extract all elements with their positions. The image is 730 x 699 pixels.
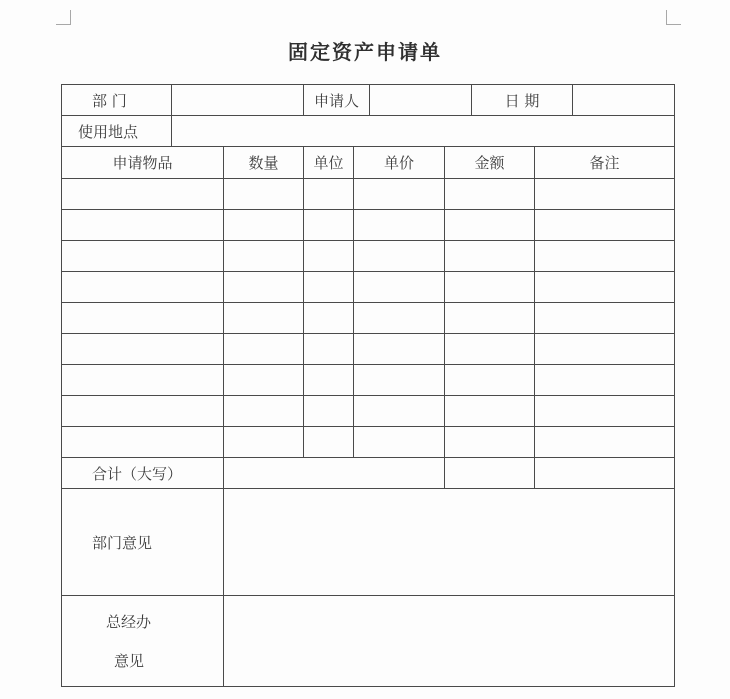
item-cell[interactable] [62, 272, 224, 303]
gm-opinion-value[interactable] [224, 596, 675, 687]
item-row [62, 179, 675, 210]
total-value[interactable] [224, 458, 445, 489]
quantity-cell[interactable] [224, 179, 304, 210]
gm-opinion-label-line1: 总经办 [106, 613, 152, 631]
location-row [62, 116, 675, 147]
date-label: 日 期 [472, 85, 573, 116]
amount-cell[interactable] [445, 303, 535, 334]
quantity-cell[interactable] [224, 334, 304, 365]
amount-cell[interactable] [445, 334, 535, 365]
total-remarks[interactable] [535, 458, 675, 489]
item-row [62, 427, 675, 458]
item-cell[interactable] [62, 303, 224, 334]
quantity-cell[interactable] [224, 303, 304, 334]
unit-price-cell[interactable] [354, 210, 445, 241]
unit-cell[interactable] [304, 365, 354, 396]
amount-cell[interactable] [445, 179, 535, 210]
header-row [62, 85, 675, 116]
total-label: 合计（大写） [62, 458, 224, 489]
amount-cell[interactable] [445, 272, 535, 303]
unit-price-cell[interactable] [354, 272, 445, 303]
remarks-cell[interactable] [535, 272, 675, 303]
gm-opinion-row [62, 596, 675, 687]
remarks-cell[interactable] [535, 365, 675, 396]
item-cell[interactable] [62, 396, 224, 427]
item-row [62, 241, 675, 272]
unit-cell[interactable] [304, 241, 354, 272]
total-row [62, 458, 675, 489]
total-amount[interactable] [445, 458, 535, 489]
item-cell[interactable] [62, 179, 224, 210]
col-header-quantity: 数量 [224, 147, 304, 179]
column-header-row [62, 147, 675, 179]
department-opinion-row [62, 489, 675, 596]
item-cell[interactable] [62, 241, 224, 272]
quantity-cell[interactable] [224, 427, 304, 458]
gm-opinion-label-line2: 意见 [114, 652, 145, 670]
asset-request-table [61, 84, 675, 687]
gm-opinion-label [62, 596, 224, 687]
unit-price-cell[interactable] [354, 303, 445, 334]
col-header-unit: 单位 [304, 147, 354, 179]
item-row [62, 272, 675, 303]
quantity-cell[interactable] [224, 241, 304, 272]
unit-cell[interactable] [304, 210, 354, 241]
unit-price-cell[interactable] [354, 179, 445, 210]
item-row [62, 210, 675, 241]
item-cell[interactable] [62, 365, 224, 396]
col-header-unit-price: 单价 [354, 147, 445, 179]
department-opinion-value[interactable] [224, 489, 675, 596]
unit-cell[interactable] [304, 396, 354, 427]
remarks-cell[interactable] [535, 427, 675, 458]
col-header-item: 申请物品 [62, 147, 224, 179]
unit-price-cell[interactable] [354, 334, 445, 365]
item-row [62, 365, 675, 396]
location-label: 使用地点 [62, 116, 172, 147]
unit-cell[interactable] [304, 334, 354, 365]
remarks-cell[interactable] [535, 303, 675, 334]
amount-cell[interactable] [445, 396, 535, 427]
item-cell[interactable] [62, 210, 224, 241]
crop-mark-top-left [56, 10, 71, 25]
unit-cell[interactable] [304, 272, 354, 303]
quantity-cell[interactable] [224, 210, 304, 241]
amount-cell[interactable] [445, 427, 535, 458]
item-cell[interactable] [62, 334, 224, 365]
quantity-cell[interactable] [224, 365, 304, 396]
item-cell[interactable] [62, 427, 224, 458]
col-header-remarks: 备注 [535, 147, 675, 179]
quantity-cell[interactable] [224, 396, 304, 427]
unit-cell[interactable] [304, 303, 354, 334]
amount-cell[interactable] [445, 241, 535, 272]
amount-cell[interactable] [445, 210, 535, 241]
form-title: 固定资产申请单 [288, 40, 442, 64]
unit-price-cell[interactable] [354, 427, 445, 458]
item-row [62, 396, 675, 427]
remarks-cell[interactable] [535, 396, 675, 427]
quantity-cell[interactable] [224, 272, 304, 303]
col-header-amount: 金额 [445, 147, 535, 179]
date-value[interactable] [573, 85, 675, 116]
crop-mark-top-right [666, 10, 681, 25]
applicant-label: 申请人 [304, 85, 370, 116]
department-opinion-label: 部门意见 [62, 489, 224, 596]
amount-cell[interactable] [445, 365, 535, 396]
location-value[interactable] [172, 116, 675, 147]
unit-price-cell[interactable] [354, 241, 445, 272]
remarks-cell[interactable] [535, 241, 675, 272]
unit-price-cell[interactable] [354, 365, 445, 396]
department-value[interactable] [172, 85, 304, 116]
unit-price-cell[interactable] [354, 396, 445, 427]
unit-cell[interactable] [304, 179, 354, 210]
item-row [62, 334, 675, 365]
unit-cell[interactable] [304, 427, 354, 458]
remarks-cell[interactable] [535, 210, 675, 241]
remarks-cell[interactable] [535, 334, 675, 365]
item-row [62, 303, 675, 334]
department-label: 部 门 [62, 85, 172, 116]
applicant-value[interactable] [370, 85, 472, 116]
remarks-cell[interactable] [535, 179, 675, 210]
